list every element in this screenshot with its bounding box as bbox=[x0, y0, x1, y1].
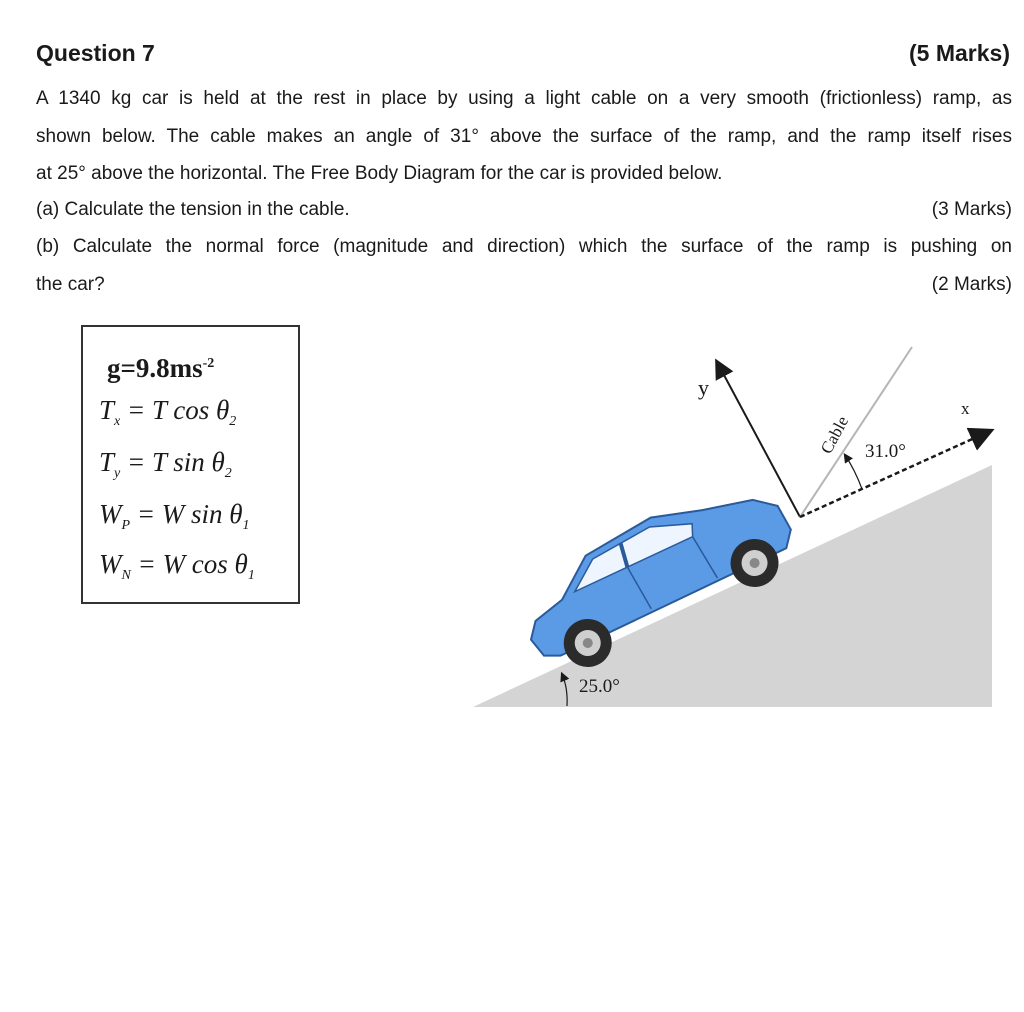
question-marks: (5 Marks) bbox=[909, 40, 1010, 66]
cable-angle-label: 31.0° bbox=[865, 441, 906, 462]
wn-lhs-sub: N bbox=[121, 568, 131, 583]
part-a-marks: (3 Marks) bbox=[931, 199, 1012, 220]
y-axis-label: y bbox=[698, 375, 709, 400]
wn-rhs: = W cos θ bbox=[137, 549, 248, 579]
tx-rhs-sub: 2 bbox=[229, 414, 237, 429]
wp-rhs: = W sin θ bbox=[136, 499, 243, 529]
part-b-line-1: (b) Calculate the normal force (magnitude and direction) which the surface of the ramp is pushing on bbox=[36, 236, 1012, 257]
tx-rhs: = T cos θ bbox=[127, 395, 230, 425]
part-b-line-2: the car? bbox=[36, 274, 105, 295]
gravity-value: g=9.8ms bbox=[107, 353, 203, 383]
wp-lhs: W bbox=[99, 499, 122, 529]
gravity-exponent: -2 bbox=[202, 356, 215, 371]
question-title: Question 7 bbox=[36, 40, 155, 66]
cable-line bbox=[800, 347, 912, 517]
wn-lhs: W bbox=[99, 549, 122, 579]
wn-rhs-sub: 1 bbox=[247, 568, 255, 583]
ty-rhs: = T sin θ bbox=[127, 447, 225, 477]
ramp-angle-label: 25.0° bbox=[579, 676, 620, 697]
cable-angle-arc bbox=[845, 455, 862, 489]
tx-lhs: T bbox=[99, 395, 115, 425]
intro-line-1: A 1340 kg car is held at the rest in place by using a light cable on a very smooth (frictionless) ramp, as bbox=[36, 88, 1012, 109]
y-axis-arrow bbox=[717, 362, 800, 517]
tx-lhs-sub: x bbox=[114, 414, 121, 429]
intro-line-3: at 25° above the horizontal. The Free Body Diagram for the car is provided below. bbox=[36, 163, 723, 184]
wp-lhs-sub: P bbox=[121, 518, 131, 533]
intro-line-2: shown below. The cable makes an angle of 31° above the surface of the ramp, and the ramp itself rises bbox=[36, 125, 1012, 147]
x-axis-label: x bbox=[961, 399, 970, 418]
ramp bbox=[473, 465, 992, 707]
ty-rhs-sub: 2 bbox=[224, 466, 232, 481]
ty-lhs: T bbox=[99, 447, 115, 477]
wp-rhs-sub: 1 bbox=[242, 518, 250, 533]
cable-label: Cable bbox=[816, 412, 853, 457]
part-a-text: (a) Calculate the tension in the cable. bbox=[36, 199, 350, 220]
part-b-marks: (2 Marks) bbox=[931, 274, 1012, 295]
ty-lhs-sub: y bbox=[114, 466, 121, 481]
